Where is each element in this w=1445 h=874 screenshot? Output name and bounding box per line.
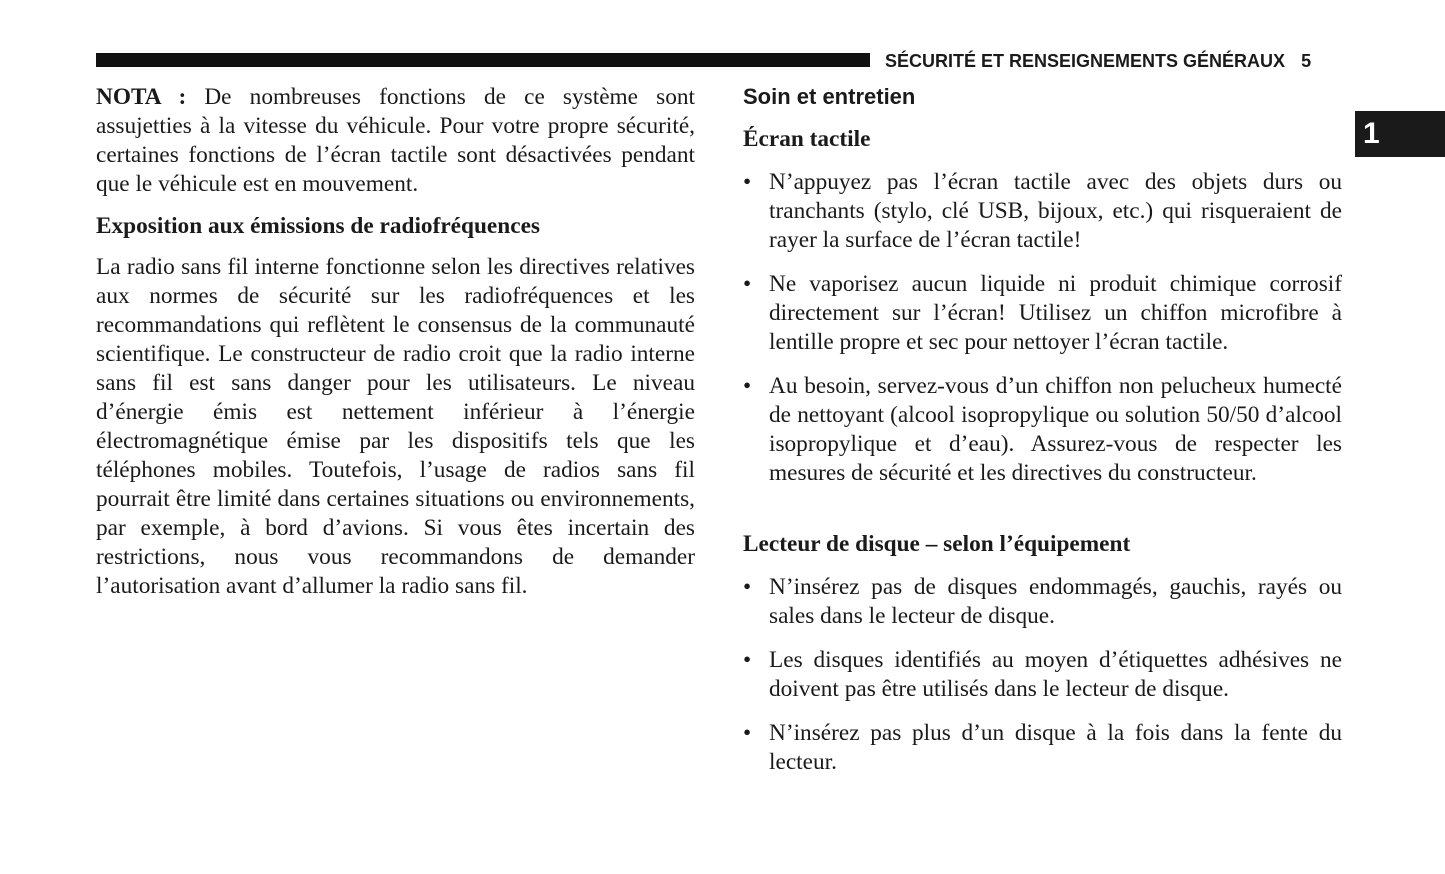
chapter-tab: 1 [1355, 111, 1445, 157]
bullet-icon: • [743, 720, 752, 746]
list-item: • Ne vaporisez aucun liquide ni produit chimique corrosif directement sur l’écran! Utilisez un chiffon microfibre à lentille propre et sec pour nettoyer l’écran tactile. [743, 271, 1342, 355]
bullet-icon: • [743, 574, 752, 600]
touchscreen-heading: Écran tactile [743, 126, 871, 152]
page-number: 5 [1301, 51, 1312, 71]
list-item: • N’insérez pas de disques endommagés, gauchis, rayés ou sales dans le lecteur de disque. [743, 574, 1342, 629]
rf-paragraph: La radio sans fil interne fonctionne selon les directives relatives aux normes de sécurité sur les radiofréquences et les recommandations qui reflètent le consensus de la communauté scientifique. Le constructeur de radio croit que la radio interne sans fil est sans danger pour les utilisateurs. Le niveau d’énergie émis est nettement inférieur à l’énergie électromagnétique émise par les dispositifs tels que les téléphones mobiles. Toutefois, l’usage de radios sans fil pourrait être limité dans certaines situations ou environnements, par exemple, à bord d’avions. Si vous êtes incertain des restrictions, nous vous recommandons de demander l’autorisation avant d’allumer la radio sans fil. [96, 254, 695, 599]
header-rule [96, 53, 870, 67]
list-item: • Au besoin, servez-vous d’un chiffon non pelucheux humecté de nettoyant (alcool isopropylique ou solution 50/50 d’alcool isopropylique et d’eau). Assurez-vous de respecter les mesures de sécurité et les directives du constructeur. [743, 373, 1342, 486]
rf-heading: Exposition aux émissions de radiofréquences [96, 213, 540, 239]
bullet-icon: • [743, 271, 752, 297]
list-item: • N’appuyez pas l’écran tactile avec des objets durs ou tranchants (stylo, clé USB, bijoux, etc.) qui risqueraient de rayer la surface de l’écran tactile! [743, 169, 1342, 253]
list-item: • Les disques identifiés au moyen d’étiquettes adhésives ne doivent pas être utilisés dans le lecteur de disque. [743, 647, 1342, 702]
nota-paragraph [96, 83, 695, 199]
running-header [885, 50, 1311, 72]
nota-text: De nombreuses fonctions de ce système sont assujetties à la vitesse du véhicule. Pour votre propre sécurité, certaines fonctions de l’écran tactile sont désactivées pendant que le véhicule est en mouvement. [96, 84, 695, 197]
section-title-care: Soin et entretien [743, 84, 916, 109]
nota-label: NOTA : [96, 84, 187, 110]
disc-player-heading: Lecteur de disque – selon l’équipement [743, 531, 1131, 557]
bullet-icon: • [743, 647, 752, 673]
bullet-icon: • [743, 169, 752, 195]
bullet-icon: • [743, 373, 752, 399]
section-title: SÉCURITÉ ET RENSEIGNEMENTS GÉNÉRAUX [885, 51, 1286, 71]
list-item: • N’insérez pas plus d’un disque à la fois dans la fente du lecteur. [743, 720, 1342, 775]
